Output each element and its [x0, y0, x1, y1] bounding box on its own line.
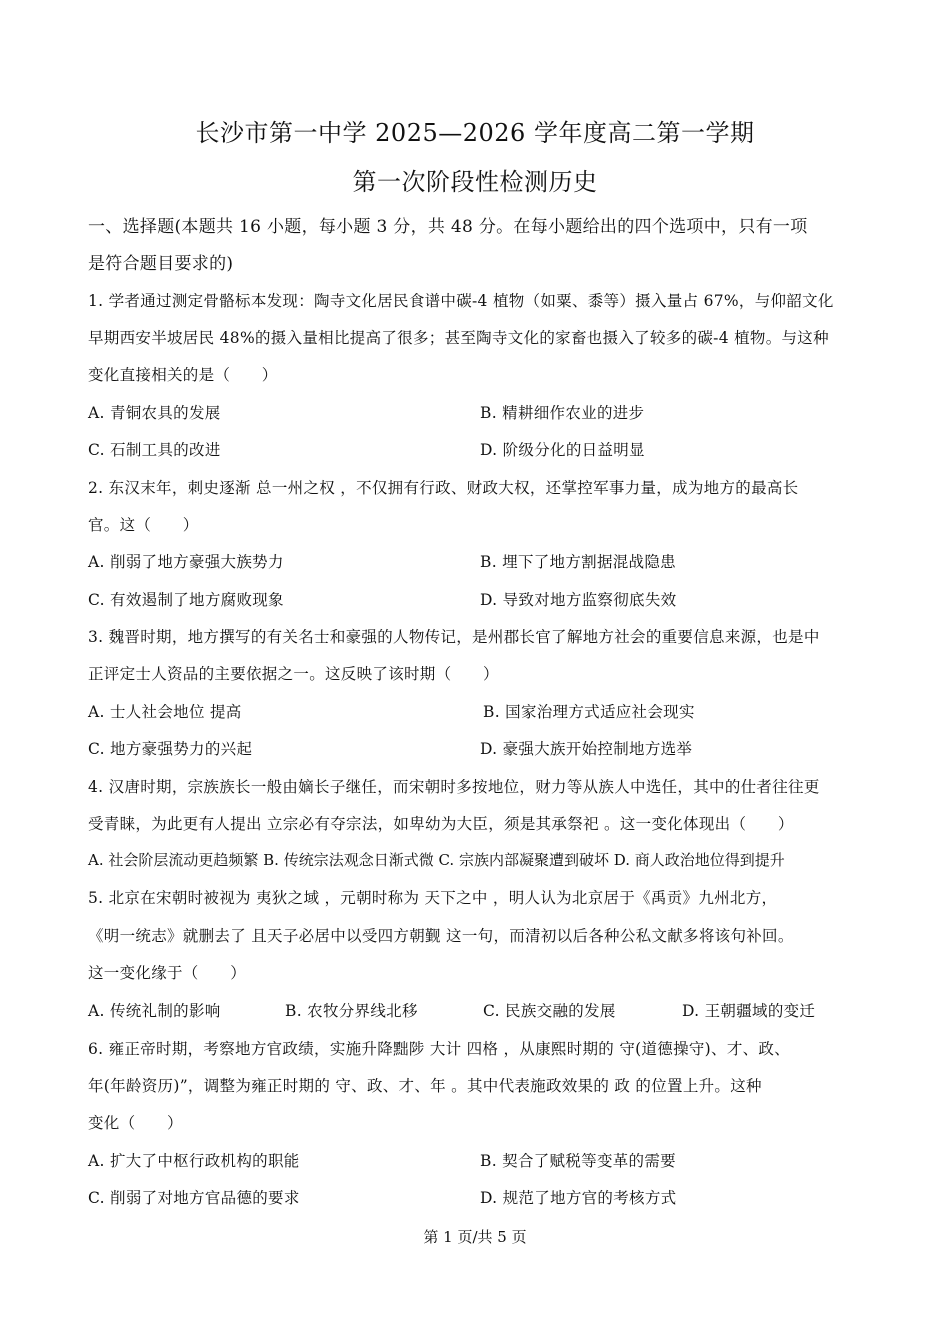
question-2-option-a: A. 削弱了地方豪强大族势力: [88, 553, 284, 571]
question-3-option-a: A. 士人社会地位 提高: [88, 703, 242, 721]
question-1-option-c: C. 石制工具的改进: [88, 441, 221, 459]
exam-title: 长沙市第一中学 2025—2026 学年度高二第一学期: [195, 119, 755, 147]
question-1-text: 早期西安半坡居民 48%的摄入量相比提高了很多；甚至陶寺文化的家畜也摄入了较多的碳-4 植物。与这种: [88, 329, 829, 347]
question-5-option-a: A. 传统礼制的影响: [88, 1002, 221, 1020]
question-3-option-b: B. 国家治理方式适应社会现实: [483, 703, 695, 721]
question-6-option-c: C. 削弱了对地方官品德的要求: [88, 1189, 300, 1207]
question-6-option-a: A. 扩大了中枢行政机构的职能: [88, 1152, 300, 1170]
question-1-option-d: D. 阶级分化的日益明显: [480, 441, 645, 459]
question-3-text: 正评定士人资品的主要依据之一。这反映了该时期（ ）: [88, 665, 499, 683]
question-1-option-a: A. 青铜农具的发展: [88, 404, 221, 422]
question-4-text: 4. 汉唐时期，宗族族长一般由嫡长子继任，而宋朝时多按地位，财力等从族人中选任，其中的仕者往往更: [88, 778, 820, 796]
question-5-option-d: D. 王朝疆域的变迁: [682, 1002, 816, 1020]
question-2-option-b: B. 埋下了地方割据混战隐患: [480, 553, 676, 571]
question-3-option-d: D. 豪强大族开始控制地方选举: [480, 740, 693, 758]
question-6-option-b: B. 契合了赋税等变革的需要: [480, 1152, 676, 1170]
question-4-options: A. 社会阶层流动更趋频繁 B. 传统宗法观念日渐式微 C. 宗族内部凝聚遭到破坏 D. 商人政治地位得到提升: [88, 851, 785, 869]
question-3-option-c: C. 地方豪强势力的兴起: [88, 740, 253, 758]
question-1-option-b: B. 精耕细作农业的进步: [480, 404, 645, 422]
question-5-option-c: C. 民族交融的发展: [483, 1002, 616, 1020]
question-6-option-d: D. 规范了地方官的考核方式: [480, 1189, 677, 1207]
question-6-text: 年(年龄资历)”，调整为雍正时期的 守、政、才、年 。其中代表施政效果的 政 的位置上升。这种: [88, 1077, 762, 1095]
question-1-text: 1. 学者通过测定骨骼标本发现：陶寺文化居民食谱中碳-4 植物（如粟、黍等）摄入量占 67%，与仰韶文化: [88, 292, 834, 310]
question-6-text: 6. 雍正帝时期，考察地方官政绩，实施升降黜陟 大计 四格 ，从康熙时期的 守(道德操守)、才、政、: [88, 1040, 791, 1058]
question-5-text: 《明一统志》就删去了 且天子必居中以受四方朝觐 这一句，而清初以后各种公私文献多将该句补回。: [88, 927, 794, 945]
question-1-text: 变化直接相关的是（ ）: [88, 366, 278, 384]
question-2-text: 官。这（ ）: [88, 516, 199, 534]
question-4-text: 受青睐，为此更有人提出 立宗必有夺宗法，如卑幼为大臣，须是其承祭祀 。这一变化体现出（ ）: [88, 815, 794, 833]
section-heading: 一、选择题(本题共 16 小题，每小题 3 分，共 48 分。在每小题给出的四个选项中，只有一项: [88, 217, 808, 237]
section-heading-cont: 是符合题目要求的): [88, 254, 234, 274]
question-3-text: 3. 魏晋时期，地方撰写的有关名士和豪强的人物传记，是州郡长官了解地方社会的重要信息来源，也是中: [88, 628, 820, 646]
question-5-text: 这一变化缘于（ ）: [88, 964, 247, 982]
question-5-option-b: B. 农牧分界线北移: [285, 1002, 418, 1020]
question-5-text: 5. 北京在宋朝时被视为 夷狄之域 ，元朝时称为 天下之中 ，明人认为北京居于《禹贡》九州北方，: [88, 889, 778, 907]
exam-subtitle: 第一次阶段性检测历史: [352, 168, 598, 196]
question-2-option-d: D. 导致对地方监察彻底失效: [480, 591, 677, 609]
question-6-text: 变化（ ）: [88, 1114, 183, 1132]
page-footer: 第 1 页/共 5 页: [423, 1228, 527, 1246]
question-2-text: 2. 东汉末年，刺史逐渐 总一州之权 ，不仅拥有行政、财政大权，还掌控军事力量，成为地方的最高长: [88, 479, 799, 497]
question-2-option-c: C. 有效遏制了地方腐败现象: [88, 591, 284, 609]
